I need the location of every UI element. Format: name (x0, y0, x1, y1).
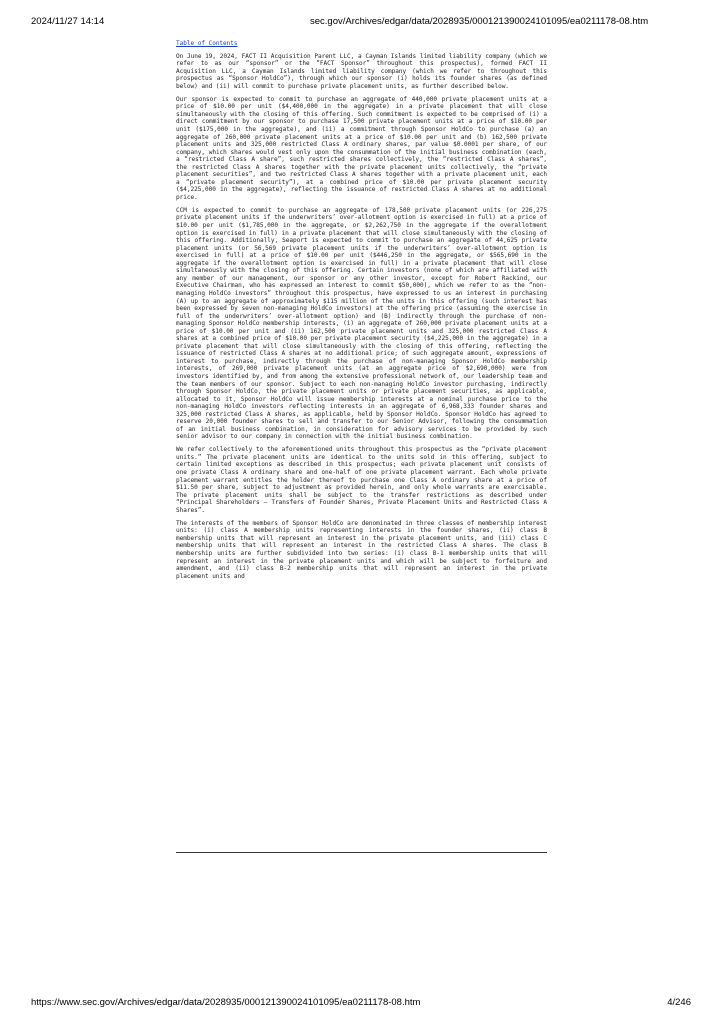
paragraph-sponsor-commitment: Our sponsor is expected to commit to purchase an aggregate of 440,000 private placement units at a price of $10.00 per unit ($4,400,000 in the aggregate) in a private placement that will close simultaneously with the closing of this offering. Such commitment is expected to be comprised of (i) a direct commitment by our sponsor to purchase 17,500 private placement units at a price of $10.00 per unit ($175,000 in the aggregate), and (ii) a commitment through Sponsor HoldCo to purchase (a) an aggregate of 260,000 private placement units at a price of $10.00 per unit and (b) 162,500 private placement units and 325,000 restricted Class A ordinary shares, par value $0.0001 per share, of our company, which shares would vest only upon the consummation of the initial business combination (each, a “restricted Class A share”, such restricted shares collectively, the “restricted Class A shares”, the restricted Class A shares together with the private placement units collectively, the “private placement securities”, and two restricted Class A shares together with a private placement unit, each a “private placement security”), at a combined price of $10.00 per private placement security ($4,225,000 in the aggregate), reflecting the issuance of restricted Class A shares at no additional price. (176, 95, 547, 201)
page-number: 4/246 (667, 997, 691, 1008)
table-of-contents-link[interactable]: Table of Contents (176, 40, 238, 47)
page-divider (176, 852, 547, 853)
paragraph-ccm-commitment: CCM is expected to commit to purchase an aggregate of 178,500 private placement units (or 226,275 private placement units if the underwriters’ over-allotment option is exercised in full) at a price of $10.00 per unit ($1,785,000 in the aggregate, or $2,262,750 in the aggregate if the overallotment option is exercised in full) in a private placement that will close simultaneously with the closing of this offering. Additionally, Seaport is expected to commit to purchase an aggregate of 44,625 private placement units (or 56,569 private placement units if the underwriters’ over-allotment option is exercised in full) at a price of $10.00 per unit ($446,250 in the aggregate, or $565,690 in the aggregate if the overallotment option is exercised in full) in a private placement that will close simultaneously with the closing of this offering. Certain investors (none of which are affiliated with any member of our management, our sponsor or any other investor, except for Robert Rackind, our Executive Chairman, who has expressed an interest to commit $50,000), which we refer to as the “non-managing HoldCo investors” throughout this prospectus, have expressed to us an interest in purchasing (A) up to an aggregate of approximately $115 million of the units in this offering (such interest has been expressed by seven non-managing HoldCo investors) at the offering price (assuming the exercise in full of the underwriters’ over-allotment option) and (B) indirectly through the purchase of non-managing Sponsor HoldCo membership interests, (i) an aggregate of 260,000 private placement units at a price of $10.00 per unit and (ii) 162,500 private placement units and 325,000 restricted Class A shares at a combined price of $10.00 per private placement security ($4,225,000 in the aggregate) in a private placement that will close simultaneously with the closing of this offering, reflecting the issuance of restricted Class A shares at no additional price; of such aggregate amount, expressions of interest to purchase, indirectly through the purchase of non-managing Sponsor HoldCo membership interests, of 269,000 private placement units (at an aggregate price of $2,690,000) were from investors identified by, and from among the extensive professional network of, our leadership team and the team members of our sponsor. Subject to each non-managing HoldCo investor purchasing, indirectly through Sponsor HoldCo, the private placement units or private placement securities, as applicable, allocated to it, Sponsor HoldCo will issue membership interests at a nominal purchase price to the non-managing HoldCo investors reflecting interests in an aggregate of 6,968,333 founder shares and 325,000 restricted Class A shares, as applicable, held by Sponsor HoldCo. Sponsor HoldCo has agreed to reserve 20,000 founder shares to sell and transfer to our Senior Advisor, following the consummation of an initial business combination, in consideration for advisory services to be provided by such senior advisor to our company in connection with the initial business combination. (176, 206, 547, 441)
print-footer (0, 997, 724, 1011)
print-datetime: 2024/11/27 14:14 (31, 16, 105, 27)
document-body (176, 40, 547, 586)
paragraph-private-placement-units: We refer collectively to the aforementioned units throughout this prospectus as the “private placement units.” The private placement units are identical to the units sold in this offering, subject to certain limited exceptions as described in this prospectus; each private placement unit consists of one private Class A ordinary share and one-half of one private placement warrant. Each whole private placement warrant entitles the holder thereof to purchase one Class A ordinary share at a price of $11.50 per share, subject to adjustment as provided herein, and only whole warrants are exercisable. The private placement units shall be subject to the transfer restrictions as described under “Principal Shareholders — Transfers of Founder Shares, Private Placement Units and Restricted Class A Shares”. (176, 446, 547, 514)
paragraph-sponsor-formation: On June 19, 2024, FACT II Acquisition Parent LLC, a Cayman Islands limited liability company (which we refer to as our “sponsor” or the “FACT Sponsor” throughout this prospectus), formed FACT II Acquisition LLC, a Cayman Islands limited liability company (which we refer to throughout this prospectus as “Sponsor HoldCo”), through which our sponsor (i) holds its founder shares (as defined below) and (ii) will commit to purchase private placement units, as further described below. (176, 52, 547, 90)
paragraph-membership-interests: The interests of the members of Sponsor HoldCo are denominated in three classes of membership interest units: (i) class A membership units representing interests in the founder shares, (ii) class B membership units that will represent an interest in the private placement units, and (iii) class C membership units that will represent an interest in the restricted Class A shares. The class B membership units are further subdivided into two series: (i) class B-1 membership units that will represent an interest in the private placement units and which will be subject to forfeiture and amendment, and (ii) class B-2 membership units that will represent an interest in the private placement units and (176, 519, 547, 580)
print-header-url: sec.gov/Archives/edgar/data/2028935/000121390024101095/ea0211178-08.htm (310, 16, 649, 27)
print-footer-url: https://www.sec.gov/Archives/edgar/data/2028935/000121390024101095/ea0211178-08.htm (31, 997, 421, 1008)
print-header (0, 16, 724, 30)
